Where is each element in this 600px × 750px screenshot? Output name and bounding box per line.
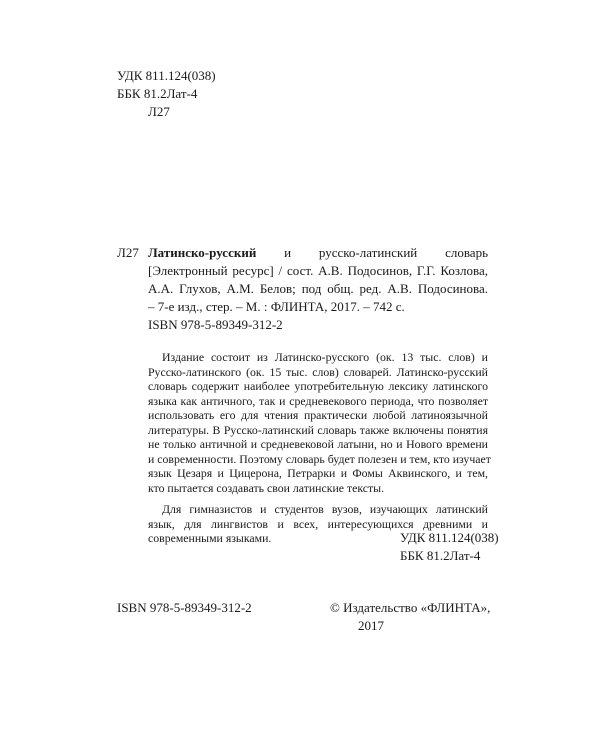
audience-line: современными языками. [148, 531, 272, 545]
bib-title-line [148, 244, 488, 262]
title-bold: Латинско-русский [148, 245, 257, 260]
annotation-line: кто пытается создавать свои латинские тексты. [148, 480, 385, 495]
bbk-code-bottom: ББК 81.2Лат-4 [400, 548, 481, 563]
annotation-line: Издание состоит из Латинско-русского (ок. 13 тыс. слов) и [162, 350, 488, 364]
isbn-record: ISBN 978-5-89349-312-2 [148, 317, 283, 332]
annotation-line: Русско-латинского (ок. 15 тыс. слов) словарей. Латинско-русский [148, 364, 488, 379]
annotation-line: языка как античного, так и средневекового периода, что позволяет [148, 393, 488, 408]
annotation-line: и современности. Поэтому словарь будет полезен и тем, кто изучает [148, 451, 491, 466]
audience-line: язык, для лингвистов и всех, интересующихся древними и [148, 516, 488, 531]
bib-line-3: А.А. Глухов, А.М. Белов; под общ. ред. А.В. Подосинова. [148, 281, 488, 296]
author-mark-top: Л27 [148, 104, 170, 119]
udk-code-bottom: УДК 811.124(038) [400, 530, 499, 545]
copyright-publisher: © Издательство «ФЛИНТА», [330, 600, 491, 615]
audience-line: Для гимназистов и студентов вузов, изучающих латинский [162, 502, 488, 516]
title-rest: и русско-латинский словарь [284, 245, 488, 260]
annotation-line: использовать его для чтения практически любой латиноязычной [148, 408, 488, 422]
bbk-code-top: ББК 81.2Лат-4 [117, 86, 198, 101]
annotation-line: словарь содержит наиболее употребительную лексику латинского [148, 379, 488, 393]
annotation [148, 350, 491, 495]
annotation-line: язык Цезаря и Цицерона, Петрарки и Фомы Аквинского, и тем, [148, 466, 488, 480]
bib-line-4: – 7-е изд., стер. – М. : ФЛИНТА, 2017. – 742 с. [148, 299, 405, 314]
annotation-line: не только античной и средневековой латыни, но и Нового времени [148, 437, 488, 451]
author-mark: Л27 [117, 245, 139, 260]
bib-line-2: [Электронный ресурс] / сост. А.В. Подосинов, Г.Г. Козлова, [148, 263, 488, 278]
annotation-line: литературы. В Русско-латинский словарь также включены понятия [148, 422, 488, 437]
isbn-bottom: ISBN 978-5-89349-312-2 [117, 600, 252, 615]
copyright-year: 2017 [358, 618, 384, 633]
udk-code-top: УДК 811.124(038) [117, 68, 216, 83]
